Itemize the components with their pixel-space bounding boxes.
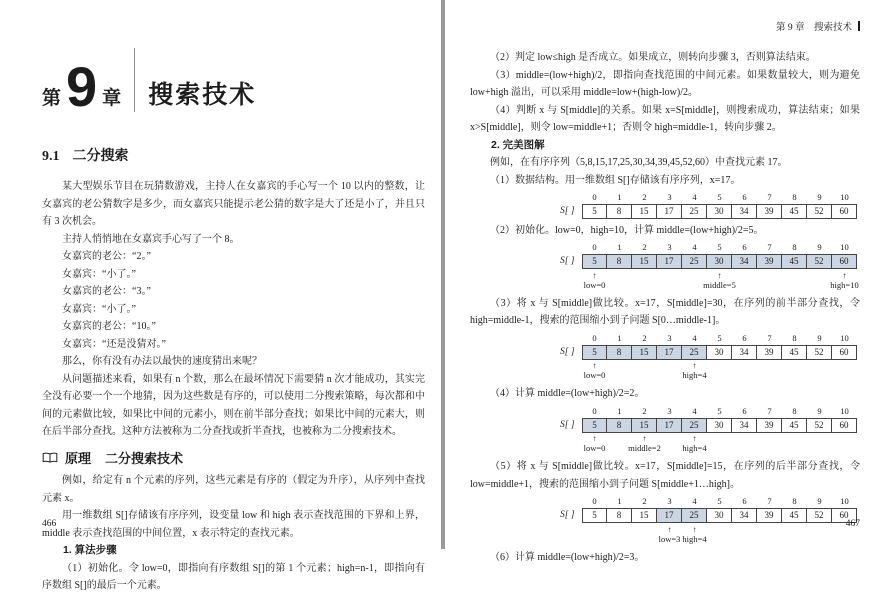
pointer-label: middle=2 <box>628 443 661 453</box>
array-cell: 52 <box>807 254 832 269</box>
array-cell: 52 <box>807 204 832 219</box>
array-cell: 52 <box>807 508 832 523</box>
array-index: 3 <box>667 405 672 416</box>
array-cell: 15 <box>632 418 657 433</box>
principle-label: 原理 <box>65 450 92 466</box>
array-index-row <box>582 242 860 253</box>
array-cell: 34 <box>732 418 757 433</box>
array-cell: 39 <box>757 345 782 360</box>
up-arrow-icon: ↑ <box>667 524 672 534</box>
array-cell: 17 <box>657 254 682 269</box>
array-diagram <box>470 333 860 385</box>
pointer-label: high=4 <box>682 370 707 380</box>
array-cell: 25 <box>682 508 707 523</box>
array-cell: 30 <box>707 254 732 269</box>
array-cell: 15 <box>632 254 657 269</box>
array-cell: 30 <box>707 345 732 360</box>
pointer-label: low=0 <box>583 443 606 453</box>
array-index-row <box>582 333 860 344</box>
array-index: 3 <box>667 192 672 202</box>
array-index: 6 <box>742 242 747 252</box>
paragraph: 从问题描述来看，如果有 n 个数，那么在最坏情况下需要猜 n 次才能成功，其实完全没有必要一个一个地猜，因为这些数是有序的，可以使用二分搜索策略，每次都和中间的元素做比较，如果比中间的元素小，则在前半部分查找；如果比中间的元素大，则在后半部分查找。这种方法被称为二分查找或折半查找，也被称为二分搜索技术。 <box>42 373 425 437</box>
pointer-label: low=0 <box>583 279 606 290</box>
paragraph: 女嘉宾的老公：“3。” <box>62 286 151 297</box>
pointer-label: high=4 <box>682 533 707 544</box>
section-title: 二分搜索 <box>72 147 129 163</box>
array-cell: 8 <box>607 254 632 269</box>
array-index-row <box>582 496 860 507</box>
page-number-right: 467 <box>845 519 860 529</box>
subheading: 2. 完美图解 <box>491 138 545 151</box>
array-cell: 30 <box>707 508 732 523</box>
array-cells <box>582 345 857 360</box>
array-index: 6 <box>742 192 747 202</box>
array-index: 0 <box>592 192 597 202</box>
array-cell: 8 <box>607 345 632 360</box>
paragraph: 那么，你有没有办法以最快的速度猜出来呢？ <box>62 356 262 367</box>
left-page-body <box>42 178 425 595</box>
pointer-high <box>830 271 858 290</box>
array-index-row <box>582 406 860 417</box>
array-index: 1 <box>617 192 622 202</box>
array-cell: 39 <box>757 204 782 219</box>
array-cell: 60 <box>832 418 857 433</box>
array-label: S[ ] <box>560 256 575 266</box>
array-index: 5 <box>717 496 722 506</box>
array-row <box>560 507 860 525</box>
chapter-number: 9 <box>66 55 98 118</box>
array-index-row <box>582 192 860 203</box>
array-cell: 8 <box>607 418 632 433</box>
array-cell: 25 <box>682 418 707 433</box>
array-cell: 8 <box>607 204 632 219</box>
paragraph: 女嘉宾的老公：“2。” <box>62 251 151 262</box>
pointer-row <box>582 525 860 548</box>
array-cell: 60 <box>832 254 857 269</box>
array-cells <box>582 204 857 219</box>
array-index: 3 <box>667 242 672 252</box>
array-cell: 25 <box>682 254 707 269</box>
array-index: 5 <box>717 192 722 202</box>
up-arrow-icon: ↑ <box>592 434 597 443</box>
array-cell: 34 <box>732 254 757 269</box>
array-cell: 5 <box>582 204 607 219</box>
array-index: 10 <box>840 496 849 506</box>
paragraph: 女嘉宾：“还是没猜对。” <box>62 338 166 350</box>
array-cell: 60 <box>832 508 857 523</box>
pointer-middle <box>703 271 736 290</box>
array-cell: 45 <box>782 204 807 219</box>
array-cell: 60 <box>832 204 857 219</box>
array-index: 4 <box>692 405 697 416</box>
array-cell: 39 <box>757 418 782 433</box>
array-index: 6 <box>742 405 747 416</box>
chapter-suffix: 章 <box>102 88 122 109</box>
up-arrow-icon: ↑ <box>842 270 847 280</box>
paragraph: （4）计算 middle=(low+high)/2=2。 <box>490 388 645 399</box>
paragraph: 女嘉宾：“小了。” <box>62 268 136 280</box>
array-cell: 17 <box>657 204 682 219</box>
array-index: 7 <box>767 496 772 506</box>
section-number: 9.1 <box>42 149 60 164</box>
array-index: 8 <box>792 332 797 343</box>
array-index: 6 <box>742 332 747 343</box>
pointer-low <box>659 525 681 544</box>
pointer-label: low=0 <box>583 370 606 380</box>
array-index: 0 <box>592 496 597 506</box>
array-diagram <box>470 242 860 294</box>
paragraph: （1）初始化。令 low=0，即指向有序数组 S[]的第 1 个元素；high=n-1，即指向有序数组 S[]的最后一个元素。 <box>42 562 425 591</box>
paragraph: （2）初始化。low=0，high=10，计算 middle=(low+high)/2=5。 <box>490 224 764 236</box>
array-cell: 25 <box>682 345 707 360</box>
array-diagram <box>470 192 860 221</box>
array-index: 10 <box>840 405 849 416</box>
array-index: 4 <box>692 496 697 506</box>
subheading: 1. 算法步骤 <box>63 544 117 556</box>
book-icon <box>42 452 58 464</box>
pointer-low <box>584 271 606 290</box>
array-label: S[ ] <box>560 419 575 430</box>
array-index: 9 <box>817 242 822 252</box>
paragraph: （3）middle=(low+high)/2，即指向查找范围的中间元素。如果数量较大，则为避免 low+high 溢出，可以采用 middle=low+(high-low)/2。 <box>470 69 860 98</box>
array-index: 6 <box>742 496 747 506</box>
running-header-rule <box>858 21 860 31</box>
chapter-heading <box>42 48 425 118</box>
array-index: 7 <box>767 192 772 202</box>
array-index: 9 <box>817 405 822 416</box>
array-cell: 45 <box>782 418 807 433</box>
array-cell: 45 <box>782 254 807 269</box>
array-cell: 39 <box>757 508 782 523</box>
array-cells <box>582 418 857 433</box>
array-cell: 45 <box>782 345 807 360</box>
array-cell: 60 <box>832 345 857 360</box>
paragraph: 主持人悄悄地在女嘉宾手心写了一个 8。 <box>62 233 240 245</box>
array-cell: 5 <box>582 418 607 433</box>
array-cell: 5 <box>582 345 607 360</box>
array-index: 10 <box>840 242 849 252</box>
array-cell: 17 <box>657 508 682 523</box>
array-cell: 15 <box>632 345 657 360</box>
array-cell: 34 <box>732 204 757 219</box>
right-page <box>445 0 887 563</box>
pointer-high <box>682 361 706 380</box>
paragraph: 某大型娱乐节目在玩猜数游戏，主持人在女嘉宾的手心写一个 10 以内的整数，让女嘉宾的老公猜数字是多少，而女嘉宾只能提示老公猜的数字是大了还是小了，并且只有 3 次机会。 <box>42 181 425 227</box>
array-index: 7 <box>767 332 772 343</box>
array-index: 8 <box>792 496 797 506</box>
paragraph: 女嘉宾：“小了。” <box>62 303 136 315</box>
array-index: 9 <box>817 496 822 506</box>
array-index: 0 <box>592 405 597 416</box>
array-index: 4 <box>692 332 697 343</box>
array-row <box>560 417 860 435</box>
array-cells <box>582 254 857 269</box>
array-cell: 8 <box>607 508 632 523</box>
array-index: 8 <box>792 192 797 202</box>
paragraph: （3）将 x 与 S[middle]做比较。x=17，S[middle]=30，在序列的前半部分查找，令 high=middle-1，搜索的范围缩小到子问题 S[0…middle-1]。 <box>470 297 860 326</box>
array-index: 8 <box>792 405 797 416</box>
array-cell: 17 <box>657 345 682 360</box>
up-arrow-icon: ↑ <box>592 361 597 370</box>
array-index: 7 <box>767 405 772 416</box>
array-cell: 5 <box>582 508 607 523</box>
array-index: 9 <box>817 332 822 343</box>
pointer-label: high=10 <box>830 279 859 290</box>
array-index: 1 <box>617 405 622 416</box>
right-page-body <box>470 49 860 566</box>
array-index: 4 <box>692 192 697 202</box>
pointer-row <box>582 361 860 384</box>
array-index: 2 <box>642 405 647 416</box>
chapter-title-divider <box>134 48 135 112</box>
array-label: S[ ] <box>560 346 575 357</box>
up-arrow-icon: ↑ <box>642 434 647 443</box>
array-index: 1 <box>617 496 622 506</box>
left-page <box>0 0 441 591</box>
array-index: 2 <box>642 192 647 202</box>
array-cell: 34 <box>732 508 757 523</box>
pointer-label: high=4 <box>682 443 707 453</box>
array-cell: 17 <box>657 418 682 433</box>
array-index: 9 <box>817 192 822 202</box>
principle-title: 二分搜索技术 <box>105 450 184 466</box>
array-index: 10 <box>840 192 849 202</box>
array-index: 8 <box>792 242 797 252</box>
array-index: 2 <box>642 496 647 506</box>
array-index: 2 <box>642 242 647 252</box>
pointer-row <box>582 434 860 457</box>
array-cell: 5 <box>582 254 607 269</box>
up-arrow-icon: ↑ <box>692 434 697 443</box>
array-index: 2 <box>642 332 647 343</box>
array-cell: 52 <box>807 345 832 360</box>
paragraph: 例如，在有序序列（5,8,15,17,25,30,34,39,45,52,60）中查找元素 17。 <box>490 157 788 168</box>
array-index: 4 <box>692 242 697 252</box>
paragraph: （4）判断 x 与 S[middle]的关系。如果 x=S[middle]，则搜索成功，算法结束；如果 x>S[middle]，则令 low=middle+1；否则令 high=middle-1，转向步骤 2。 <box>470 104 860 133</box>
up-arrow-icon: ↑ <box>592 270 597 280</box>
array-index: 0 <box>592 242 597 252</box>
up-arrow-icon: ↑ <box>692 524 697 534</box>
up-arrow-icon: ↑ <box>692 361 697 370</box>
array-cell: 52 <box>807 418 832 433</box>
paragraph: （6）计算 middle=(low+high)/2=3。 <box>490 551 645 563</box>
array-index: 5 <box>717 242 722 252</box>
pointer-middle <box>628 434 661 453</box>
array-cell: 45 <box>782 508 807 523</box>
page-number-left: 466 <box>42 519 57 529</box>
array-index: 3 <box>667 496 672 506</box>
array-diagram <box>470 406 860 458</box>
array-label: S[ ] <box>560 206 575 216</box>
array-index: 5 <box>717 405 722 416</box>
pointer-low <box>584 361 606 380</box>
running-header <box>470 19 860 33</box>
array-cells <box>582 508 857 523</box>
section-heading <box>42 145 425 165</box>
array-index: 7 <box>767 242 772 252</box>
pointer-label: low=3 <box>658 533 681 544</box>
paragraph: 用一维数组 S[]存储该有序序列，设变量 low 和 high 表示查找范围的下界和上界，middle 表示查找范围的中间位置，x 表示特定的查找元素。 <box>42 510 425 539</box>
array-cell: 30 <box>707 204 732 219</box>
array-index: 1 <box>617 242 622 252</box>
pointer-low <box>584 434 606 453</box>
paragraph: 女嘉宾的老公：“10。” <box>62 321 156 332</box>
array-cell: 25 <box>682 204 707 219</box>
array-cell: 39 <box>757 254 782 269</box>
principle-heading <box>42 450 425 468</box>
array-diagram <box>470 496 860 548</box>
chapter-prefix: 第 <box>42 88 62 109</box>
paragraph: （1）数据结构。用一维数组 S[]存储该有序序列，x=17。 <box>490 174 741 186</box>
up-arrow-icon: ↑ <box>717 270 722 280</box>
array-row <box>560 203 860 221</box>
array-index: 3 <box>667 332 672 343</box>
pointer-high <box>682 525 706 544</box>
pointer-row <box>582 271 860 294</box>
array-row <box>560 344 860 362</box>
pointer-high <box>682 434 706 453</box>
array-index: 10 <box>840 332 849 343</box>
pointer-label: middle=5 <box>703 279 736 290</box>
array-cell: 15 <box>632 204 657 219</box>
array-index: 0 <box>592 332 597 343</box>
array-cell: 34 <box>732 345 757 360</box>
array-index: 1 <box>617 332 622 343</box>
array-cell: 15 <box>632 508 657 523</box>
array-cell: 30 <box>707 418 732 433</box>
paragraph: （2）判定 low≤high 是否成立。如果成立，则转向步骤 3，否则算法结束。 <box>490 52 816 63</box>
array-index: 5 <box>717 332 722 343</box>
chapter-title: 搜索技术 <box>148 81 257 109</box>
running-header-text: 第 9 章 搜索技术 <box>775 23 852 33</box>
array-label: S[ ] <box>560 510 575 520</box>
array-row <box>560 253 860 271</box>
paragraph: 例如，给定有 n 个元素的序列，这些元素是有序的（假定为升序），从序列中查找元素 x。 <box>42 475 425 504</box>
paragraph: （5）将 x 与 S[middle]做比较。x=17，S[middle]=15，在序列的后半部分查找，令 low=middle+1，搜索的范围缩小到子问题 S[middle+1…high]。 <box>470 461 860 490</box>
